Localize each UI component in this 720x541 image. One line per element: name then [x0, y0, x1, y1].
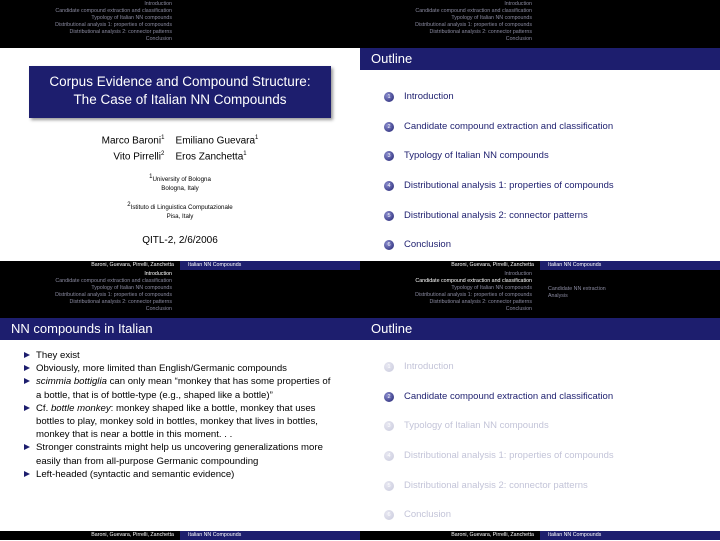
outline-item-introduction[interactable] — [384, 91, 454, 102]
affil-mark: 1 — [149, 174, 153, 180]
venue-date: QITL-2, 2/6/2006 — [142, 235, 218, 246]
nav-section-distributional-1[interactable]: Distributional analysis 1: properties of compounds — [55, 22, 172, 29]
footer — [360, 261, 720, 270]
nav-section-distributional-1[interactable]: Distributional analysis 1: properties of compounds — [415, 22, 532, 29]
nav-section-extraction[interactable]: Candidate compound extraction and classification — [415, 8, 532, 15]
nn-compounds-slide — [0, 270, 360, 540]
outline-item-distributional-1[interactable] — [384, 450, 614, 461]
nav-section-conclusion[interactable]: Conclusion — [145, 306, 172, 313]
affil-line: University of Bologna — [152, 176, 211, 184]
bullet-item — [22, 441, 338, 467]
outline-label: Distributional analysis 2: connector patterns — [404, 480, 588, 491]
nav-sections — [360, 270, 540, 318]
footer-title: Italian NN Compounds — [540, 261, 720, 270]
bullet-text: Cf. — [36, 402, 51, 414]
author-affil-mark: 1 — [161, 135, 165, 141]
nav-section-conclusion[interactable]: Conclusion — [505, 36, 532, 43]
affiliation-2 — [0, 201, 360, 221]
nav-sections — [0, 0, 180, 48]
nav-section-typology[interactable]: Typology of Italian NN compounds — [91, 285, 172, 292]
nav-section-distributional-2[interactable]: Distributional analysis 2: connector patterns — [429, 29, 532, 36]
outline-slide — [360, 0, 720, 270]
number-ball-icon: 1 — [384, 362, 394, 372]
outline-label: Distributional analysis 2: connector patterns — [404, 210, 588, 221]
bullet-list — [22, 349, 338, 481]
title-line-1: Corpus Evidence and Compound Structure: — [49, 74, 311, 89]
footer-title: Italian NN Compounds — [540, 531, 720, 540]
bullet-triangle-icon — [24, 352, 30, 358]
outline-item-conclusion[interactable] — [384, 509, 451, 520]
nav-section-typology[interactable]: Typology of Italian NN compounds — [451, 15, 532, 22]
outline-item-distributional-2[interactable] — [384, 210, 588, 221]
nav-bar — [0, 270, 360, 318]
outline-item-extraction[interactable] — [384, 391, 613, 402]
outline-label: Candidate compound extraction and classification — [404, 121, 614, 132]
author-name: Marco Baroni — [101, 135, 162, 147]
footer-authors: Baroni, Guevara, Pirrelli, Zanchetta — [0, 531, 180, 540]
nav-section-distributional-2[interactable]: Distributional analysis 2: connector patterns — [69, 299, 172, 306]
title-slide — [0, 0, 360, 270]
nav-section-distributional-1[interactable]: Distributional analysis 1: properties of compounds — [415, 292, 532, 299]
nav-section-extraction[interactable]: Candidate compound extraction and classification — [55, 278, 172, 285]
nav-subsection-extraction[interactable]: Candidate NN extraction — [548, 286, 606, 292]
nav-bar — [360, 270, 720, 318]
title-line-2: The Case of Italian NN Compounds — [73, 92, 287, 107]
nav-section-typology[interactable]: Typology of Italian NN compounds — [91, 15, 172, 22]
author-row-1 — [0, 132, 360, 148]
author-affil-mark: 1 — [255, 135, 259, 141]
outline-label: Typology of Italian NN compounds — [404, 420, 549, 431]
footer — [360, 531, 720, 540]
nav-section-introduction[interactable]: Introduction — [144, 271, 172, 277]
outline-item-typology[interactable] — [384, 420, 549, 431]
bullet-item — [22, 362, 338, 375]
bullet-triangle-icon — [24, 444, 30, 450]
author-row-2 — [0, 148, 360, 164]
affil-mark: 2 — [127, 202, 131, 208]
outline-item-distributional-1[interactable] — [384, 180, 614, 191]
nav-subsection-analysis[interactable]: Analysis — [548, 293, 568, 299]
footer-authors: Baroni, Guevara, Pirrelli, Zanchetta — [360, 261, 540, 270]
outline-label: Typology of Italian NN compounds — [404, 150, 549, 161]
number-ball-icon: 6 — [384, 240, 394, 250]
bullet-triangle-icon — [24, 365, 30, 371]
nav-subsections — [540, 270, 720, 318]
bullet-emphasis: bottle monkey — [50, 402, 111, 414]
footer — [0, 261, 360, 270]
outline-label: Distributional analysis 1: properties of compounds — [404, 180, 614, 191]
author-name: Eros Zanchetta — [175, 151, 244, 163]
nav-bar — [360, 0, 720, 48]
number-ball-icon: 1 — [384, 92, 394, 102]
bullet-item — [22, 375, 338, 401]
number-ball-icon: 5 — [384, 211, 394, 221]
nav-section-conclusion[interactable]: Conclusion — [145, 36, 172, 43]
bullet-text: Left-headed (syntactic and semantic evidence) — [36, 468, 235, 480]
frame-title: Outline — [360, 318, 720, 340]
outline-item-introduction[interactable] — [384, 361, 454, 372]
bullet-item — [22, 468, 338, 481]
nav-subsections — [180, 0, 360, 48]
nav-sections — [360, 0, 540, 48]
number-ball-icon: 6 — [384, 510, 394, 520]
outline-item-extraction[interactable] — [384, 121, 613, 132]
footer-authors: Baroni, Guevara, Pirrelli, Zanchetta — [360, 531, 540, 540]
outline-item-typology[interactable] — [384, 150, 549, 161]
affil-line: Bologna, Italy — [161, 184, 199, 192]
bullet-text: Stronger constraints might help us uncovering generalizations more easily than from all-purpose Germanic compounding — [36, 442, 323, 467]
nav-sections — [0, 270, 180, 318]
nav-section-introduction[interactable]: Introduction — [504, 271, 532, 277]
nav-section-conclusion[interactable]: Conclusion — [505, 306, 532, 313]
bullet-text: can only mean “monkey that has some properties of a bottle, that is of bottle-type (e.g., shaped like a bottle)” — [36, 376, 331, 401]
outline-item-conclusion[interactable] — [384, 239, 451, 250]
nav-section-typology[interactable]: Typology of Italian NN compounds — [451, 285, 532, 292]
outline-label: Introduction — [404, 91, 454, 102]
number-ball-icon: 2 — [384, 122, 394, 132]
authors — [0, 132, 360, 164]
number-ball-icon: 2 — [384, 392, 394, 402]
bullet-triangle-icon — [24, 378, 30, 384]
bullet-item — [22, 402, 338, 442]
bullet-item — [22, 349, 338, 362]
affil-line: Pisa, Italy — [166, 212, 194, 220]
outline-item-distributional-2[interactable] — [384, 480, 588, 491]
affil-line: Istituto di Linguistica Computazionale — [130, 204, 233, 212]
title-box — [29, 66, 331, 118]
author-name: Emiliano Guevara — [175, 135, 256, 147]
bullet-emphasis: scimmia bottiglia — [36, 376, 107, 388]
author-affil-mark: 1 — [243, 150, 247, 157]
outline-label: Distributional analysis 1: properties of compounds — [404, 450, 614, 461]
number-ball-icon: 4 — [384, 451, 394, 461]
nav-section-extraction[interactable]: Candidate compound extraction and classification — [55, 8, 172, 15]
nav-section-distributional-1[interactable]: Distributional analysis 1: properties of compounds — [55, 292, 172, 299]
nav-subsections — [180, 270, 360, 318]
outline-slide-2 — [360, 270, 720, 540]
frame-title: NN compounds in Italian — [0, 318, 360, 340]
nav-section-introduction[interactable]: Introduction — [144, 1, 172, 7]
footer-authors: Baroni, Guevara, Pirrelli, Zanchetta — [0, 261, 180, 270]
outline-label: Introduction — [404, 361, 454, 372]
bullet-text: Obviously, more limited than English/Germanic compounds — [36, 363, 287, 375]
nav-section-distributional-2[interactable]: Distributional analysis 2: connector patterns — [429, 299, 532, 306]
outline-label: Conclusion — [404, 239, 451, 250]
affiliation-1 — [0, 173, 360, 193]
author-affil-mark: 2 — [160, 150, 165, 157]
frame-title: Outline — [360, 48, 720, 70]
outline-label: Conclusion — [404, 509, 451, 520]
nav-section-extraction[interactable]: Candidate compound extraction and classification — [415, 278, 532, 285]
footer-title: Italian NN Compounds — [180, 261, 360, 270]
bullet-text: : monkey shaped like a bottle, monkey that uses bottles to play, monkey sold in bottles, monkey that lives in bottles, monkey that is near a bottle in this moment. . . — [36, 402, 318, 441]
outline-label: Candidate compound extraction and classification — [404, 391, 614, 402]
nav-section-introduction[interactable]: Introduction — [504, 1, 532, 7]
nav-section-distributional-2[interactable]: Distributional analysis 2: connector patterns — [69, 29, 172, 36]
number-ball-icon: 5 — [384, 481, 394, 491]
author-name: Vito Pirrelli — [113, 151, 161, 163]
nav-subsections — [540, 0, 720, 48]
footer — [0, 531, 360, 540]
bullet-triangle-icon — [24, 471, 30, 477]
number-ball-icon: 4 — [384, 181, 394, 191]
footer-title: Italian NN Compounds — [180, 531, 360, 540]
nav-bar — [0, 0, 360, 48]
bullet-text: They exist — [36, 350, 80, 361]
number-ball-icon: 3 — [384, 151, 394, 161]
number-ball-icon: 3 — [384, 421, 394, 431]
bullet-triangle-icon — [24, 405, 30, 411]
